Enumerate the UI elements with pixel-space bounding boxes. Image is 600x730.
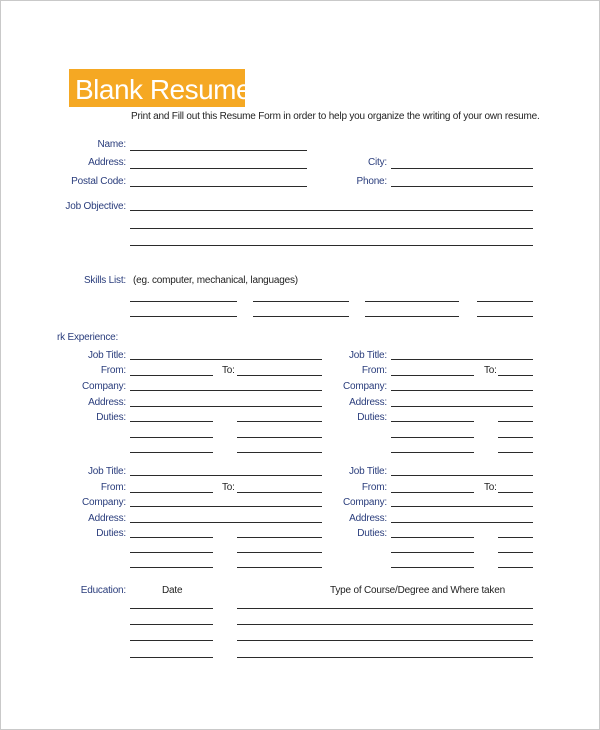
duties-label: Duties:	[357, 528, 387, 539]
objective-line-2[interactable]	[130, 228, 533, 229]
to-label: To:	[484, 365, 497, 376]
duties-line[interactable]	[498, 552, 533, 553]
instructions-text: Print and Fill out this Resume Form in order to help you organize the writing of your own resume.	[131, 111, 540, 122]
duties-line[interactable]	[391, 437, 474, 438]
education-course-line[interactable]	[237, 624, 533, 625]
from-label: From:	[361, 482, 387, 493]
company-line[interactable]	[391, 506, 533, 507]
duties-line[interactable]	[130, 567, 213, 568]
company-label: Company:	[343, 497, 387, 508]
company-label: Company:	[82, 381, 126, 392]
duties-label: Duties:	[357, 412, 387, 423]
to-line[interactable]	[498, 492, 533, 493]
duties-line[interactable]	[130, 437, 213, 438]
duties-line[interactable]	[498, 567, 533, 568]
skill-line[interactable]	[477, 316, 533, 317]
job-title-line[interactable]	[391, 359, 533, 360]
objective-line-3[interactable]	[130, 245, 533, 246]
job-title-label: Job Title:	[87, 466, 126, 477]
duties-line[interactable]	[130, 452, 213, 453]
name-label: Name:	[97, 139, 126, 150]
city-label: City:	[367, 157, 387, 168]
company-label: Company:	[82, 497, 126, 508]
job-title-label: Job Title:	[87, 350, 126, 361]
skill-line[interactable]	[365, 316, 459, 317]
duties-line[interactable]	[391, 421, 474, 422]
work-address-line[interactable]	[391, 522, 533, 523]
duties-line[interactable]	[498, 452, 533, 453]
from-line[interactable]	[130, 375, 213, 376]
work-address-line[interactable]	[391, 406, 533, 407]
to-label: To:	[222, 482, 235, 493]
course-column-header: Type of Course/Degree and Where taken	[330, 585, 505, 596]
address-field-line[interactable]	[130, 168, 307, 169]
job-title-line[interactable]	[391, 475, 533, 476]
company-line[interactable]	[130, 390, 322, 391]
skills-hint: (eg. computer, mechanical, languages)	[133, 275, 298, 286]
company-label: Company:	[343, 381, 387, 392]
education-date-line[interactable]	[130, 640, 213, 641]
duties-line[interactable]	[391, 567, 474, 568]
education-label: Education:	[80, 585, 126, 596]
duties-line[interactable]	[237, 552, 322, 553]
work-experience-label: rk Experience:	[57, 332, 119, 343]
education-course-line[interactable]	[237, 657, 533, 658]
skill-line[interactable]	[253, 301, 349, 302]
work-address-label: Address:	[88, 513, 126, 524]
skill-line[interactable]	[130, 316, 237, 317]
company-line[interactable]	[391, 390, 533, 391]
to-label: To:	[484, 482, 497, 493]
date-column-header: Date	[162, 585, 183, 596]
duties-line[interactable]	[130, 552, 213, 553]
objective-line-1[interactable]	[130, 210, 533, 211]
address-label: Address:	[88, 157, 126, 168]
work-address-line[interactable]	[130, 522, 322, 523]
education-date-line[interactable]	[130, 624, 213, 625]
duties-line[interactable]	[498, 421, 533, 422]
duties-label: Duties:	[96, 412, 126, 423]
from-label: From:	[100, 365, 126, 376]
city-field-line[interactable]	[391, 168, 533, 169]
work-address-label: Address:	[349, 397, 387, 408]
duties-line[interactable]	[237, 421, 322, 422]
job-title-line[interactable]	[130, 475, 322, 476]
duties-line[interactable]	[130, 421, 213, 422]
from-line[interactable]	[391, 492, 474, 493]
duties-line[interactable]	[391, 537, 474, 538]
postal-code-label: Postal Code:	[71, 176, 126, 187]
duties-line[interactable]	[237, 452, 322, 453]
duties-line[interactable]	[391, 452, 474, 453]
to-line[interactable]	[237, 375, 322, 376]
education-course-line[interactable]	[237, 608, 533, 609]
from-label: From:	[361, 365, 387, 376]
skill-line[interactable]	[365, 301, 459, 302]
duties-line[interactable]	[498, 537, 533, 538]
duties-line[interactable]	[237, 437, 322, 438]
education-date-line[interactable]	[130, 657, 213, 658]
skill-line[interactable]	[477, 301, 533, 302]
to-label: To:	[222, 365, 235, 376]
skill-line[interactable]	[253, 316, 349, 317]
duties-line[interactable]	[498, 437, 533, 438]
page-title: Blank Resume	[75, 74, 252, 105]
job-title-line[interactable]	[130, 359, 322, 360]
name-field-line[interactable]	[130, 150, 307, 151]
postal-code-field-line[interactable]	[130, 186, 307, 187]
duties-line[interactable]	[130, 537, 213, 538]
skills-list-label: Skills List:	[83, 275, 126, 286]
from-line[interactable]	[391, 375, 474, 376]
to-line[interactable]	[237, 492, 322, 493]
work-address-label: Address:	[88, 397, 126, 408]
job-title-label: Job Title:	[348, 466, 387, 477]
work-address-label: Address:	[349, 513, 387, 524]
to-line[interactable]	[498, 375, 533, 376]
duties-label: Duties:	[96, 528, 126, 539]
duties-line[interactable]	[237, 537, 322, 538]
from-line[interactable]	[130, 492, 213, 493]
phone-field-line[interactable]	[391, 186, 533, 187]
education-date-line[interactable]	[130, 608, 213, 609]
from-label: From:	[100, 482, 126, 493]
skill-line[interactable]	[130, 301, 237, 302]
education-course-line[interactable]	[237, 640, 533, 641]
job-title-label: Job Title:	[348, 350, 387, 361]
duties-line[interactable]	[237, 567, 322, 568]
duties-line[interactable]	[391, 552, 474, 553]
phone-label: Phone:	[356, 176, 387, 187]
company-line[interactable]	[130, 506, 322, 507]
work-address-line[interactable]	[130, 406, 322, 407]
job-objective-label: Job Objective:	[65, 201, 126, 212]
